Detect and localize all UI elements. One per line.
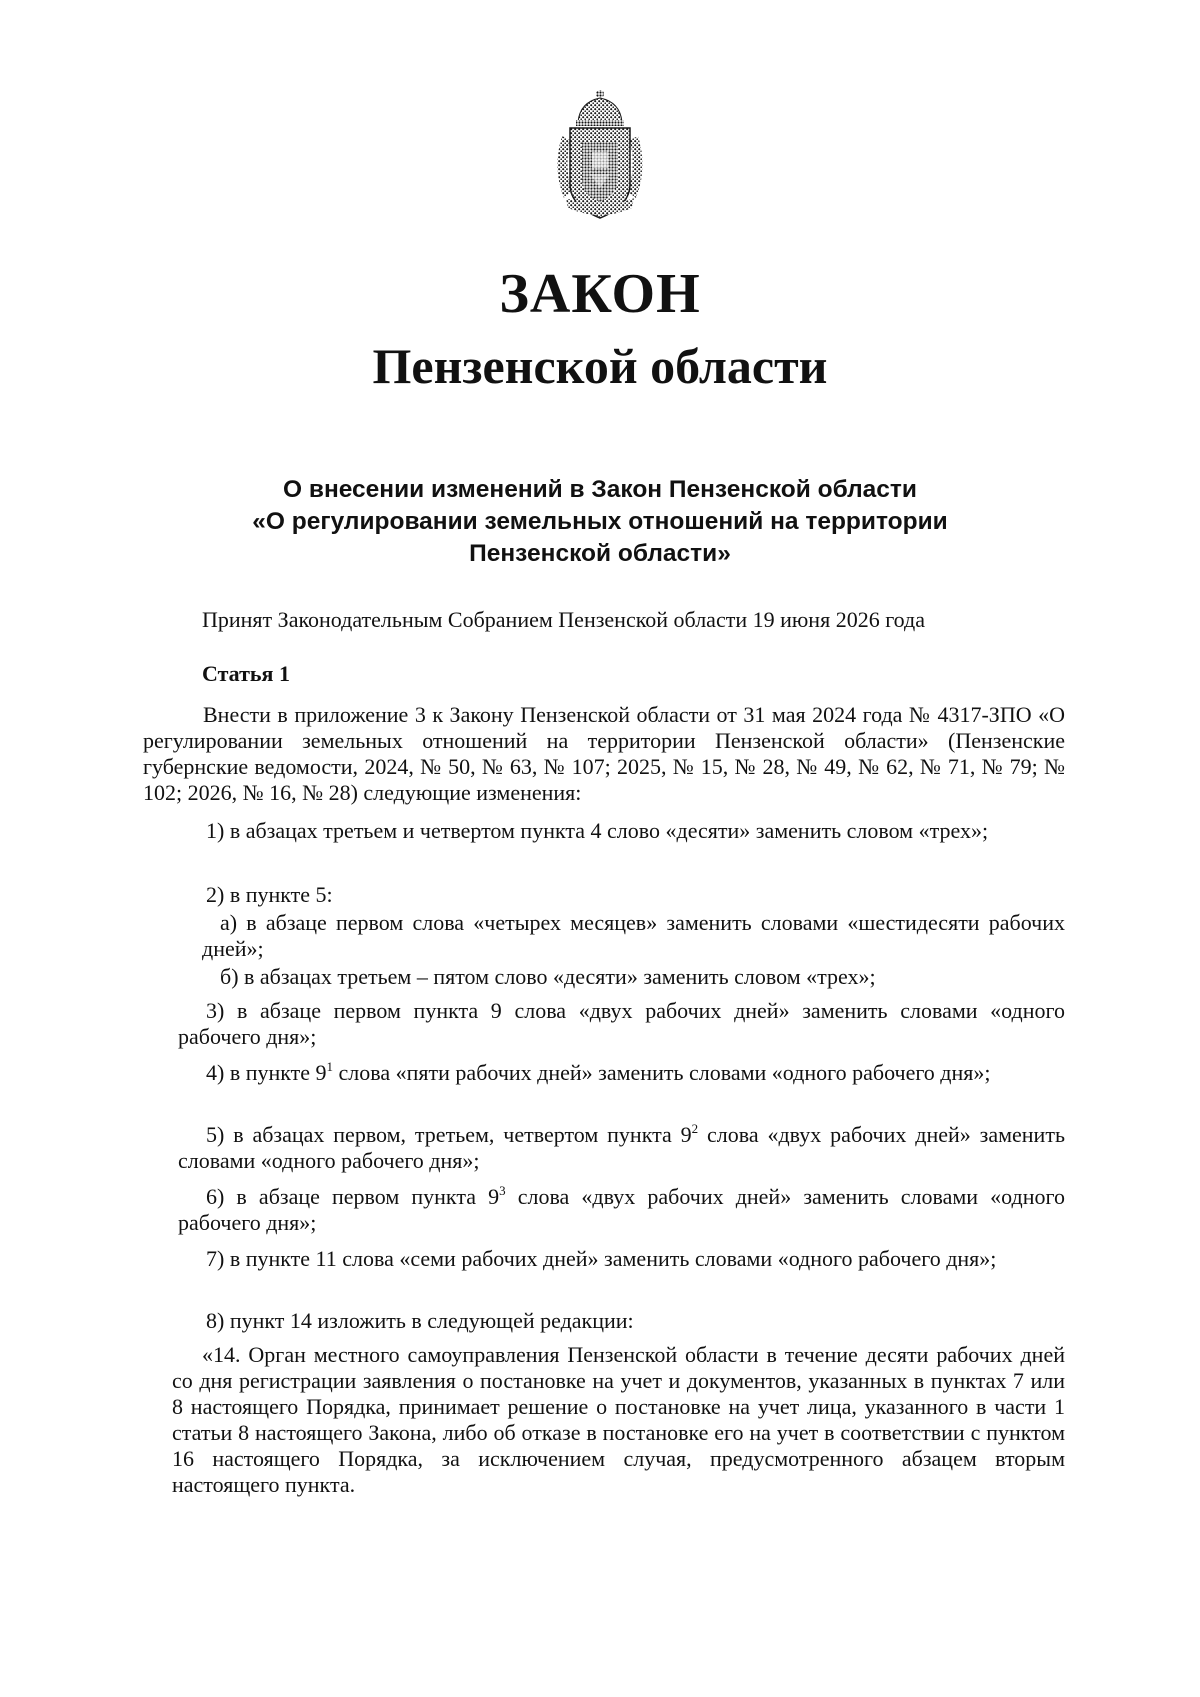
item-text: 4) в пункте 9 — [206, 1060, 327, 1085]
amendment-item-8: 8) пункт 14 изложить в следующей редакции: — [206, 1308, 634, 1333]
amendment-item-2: 2) в пункте 5: — [206, 882, 333, 907]
superscript: 2 — [691, 1121, 699, 1136]
law-title-line: Пензенской области» — [469, 540, 731, 567]
item-text: слова «двух рабочих дней» заменить словами «одного рабочего дня»; — [178, 1122, 1065, 1173]
amendment-item-2b: б) в абзацах третьем – пятом слово «десяти» заменить словом «трех»; — [220, 964, 876, 989]
amendment-item-5 — [178, 1122, 1065, 1174]
superscript: 3 — [499, 1183, 506, 1198]
intro-paragraph: Внести в приложение 3 к Закону Пензенской области от 31 мая 2024 года № 4317-ЗПО «О регулировании земельных отношений на территории Пензенской области» (Пензенские губернские ведомости, 2024, № 50, № 63, № 107; 2025, № 15, № 28, № 49, № 62, № 71, № 79; № 102; 2026, № 16, № 28) следующие изменения: — [143, 702, 1065, 805]
law-title-line: О внесении изменений в Закон Пензенской области — [283, 476, 917, 503]
item-text: 5) в абзацах первом, третьем, четвертом пункта 9 — [206, 1122, 692, 1147]
item-text: слова «двух рабочих дней» заменить словами «одного рабочего дня»; — [178, 1184, 1065, 1235]
amendment-item-4 — [178, 1060, 1065, 1086]
item-text: слова «пяти рабочих дней» заменить словами «одного рабочего дня»; — [333, 1060, 991, 1085]
document-title: ЗАКОН — [499, 263, 701, 325]
item-text: 6) в абзаце первом пункта 9 — [206, 1184, 500, 1209]
amendment-item-2a: а) в абзаце первом слова «четырех месяцев» заменить словами «шестидесяти рабочих дней»; — [202, 910, 1065, 961]
amendment-item-6 — [178, 1184, 1065, 1236]
quoted-paragraph: «14. Орган местного самоуправления Пензенской области в течение десяти рабочих дней со дня регистрации заявления о постановке на учет и документов, указанных в пунктах 7 или 8 настоящего Порядка, принимает решение о постановке на учет лица, указанного в части 1 статьи 8 настоящего Закона, либо об отказе в постановке его на учет в соответствии с пунктом 16 настоящего Порядка, за исключением случая, предусмотренного абзацем вторым настоящего пункта. — [172, 1342, 1065, 1497]
law-title — [170, 474, 1030, 570]
coat-of-arms-icon — [542, 88, 658, 224]
document-region: Пензенской области — [372, 338, 828, 394]
superscript: 1 — [326, 1059, 334, 1074]
amendment-item-3: 3) в абзаце первом пункта 9 слова «двух рабочих дней» заменить словами «одного рабочего дня»; — [178, 998, 1065, 1049]
adoption-statement: Принят Законодательным Собранием Пензенской области 19 июня 2026 года — [202, 607, 925, 632]
amendment-item-7: 7) в пункте 11 слова «семи рабочих дней» заменить словами «одного рабочего дня»; — [206, 1246, 997, 1271]
amendment-item-1: 1) в абзацах третьем и четвертом пункта 4 слово «десяти» заменить словом «трех»; — [206, 818, 989, 843]
law-title-line: «О регулировании земельных отношений на территории — [252, 508, 948, 535]
article-heading: Статья 1 — [202, 661, 290, 686]
